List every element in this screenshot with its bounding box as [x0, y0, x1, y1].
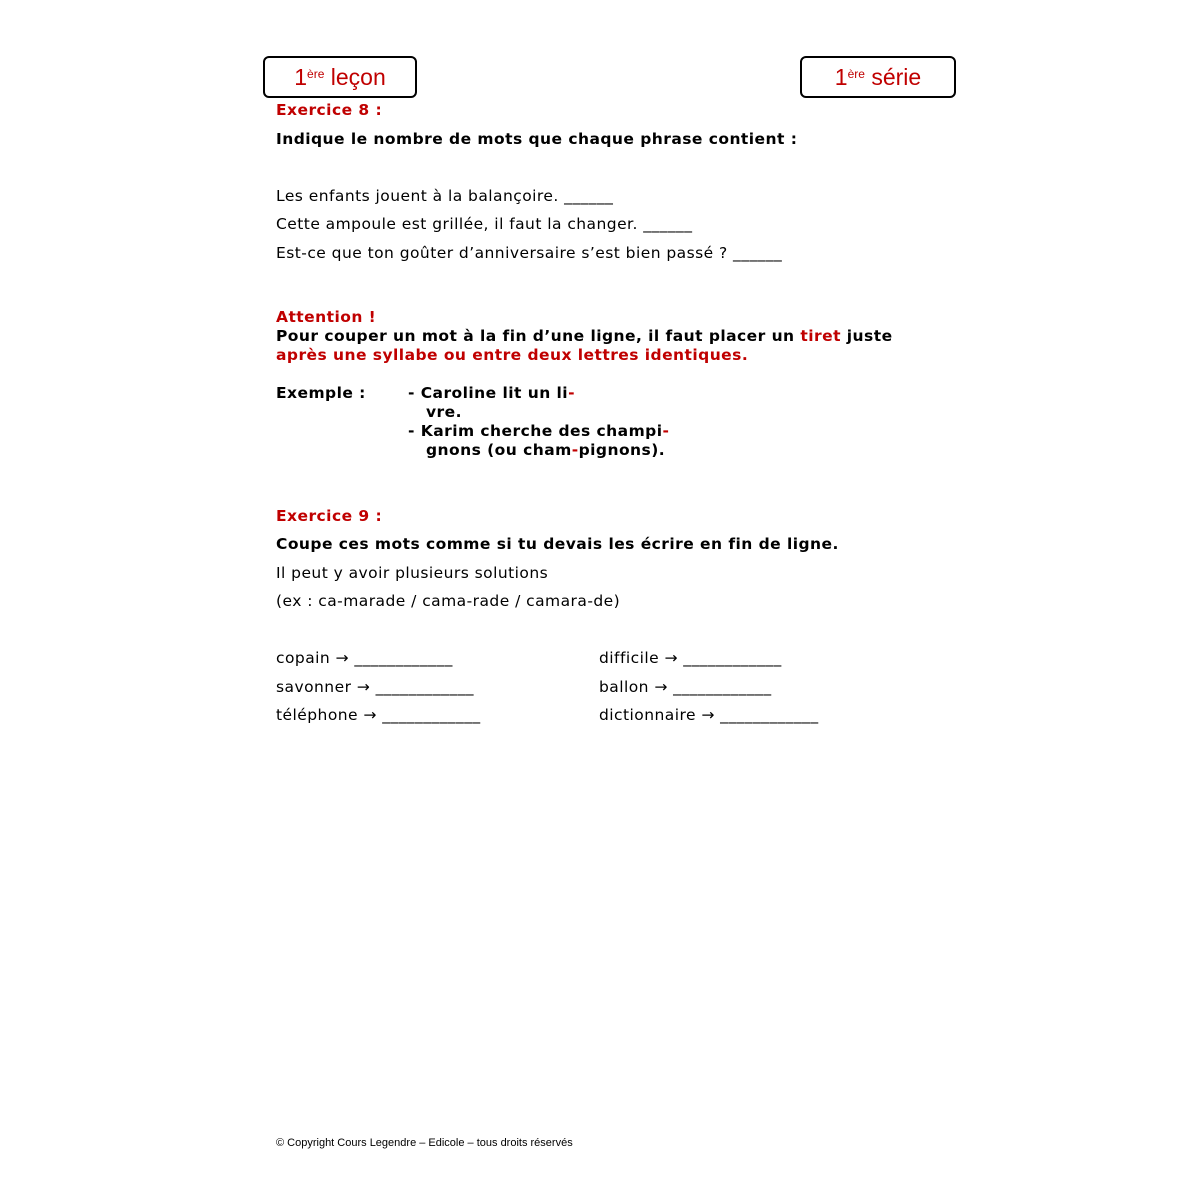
exercise-8-sentence-3: Est-ce que ton goûter d’anniversaire s’est bien passé ? ______	[276, 244, 783, 262]
example-1-line-1	[408, 384, 575, 403]
word-item: ballon → ____________	[599, 678, 772, 696]
series-number: 1	[834, 63, 848, 90]
rule-highlight-tiret: tiret	[800, 327, 841, 345]
word-item: difficile → ____________	[599, 649, 782, 667]
word-item: copain → ____________	[276, 649, 453, 667]
example-1-text: - Caroline lit un li	[408, 384, 569, 402]
exercise-9-note-1: Il peut y avoir plusieurs solutions	[276, 564, 549, 582]
copyright-footer: © Copyright Cours Legendre – Edicole – tous droits réservés	[276, 1137, 573, 1149]
lesson-badge	[263, 56, 417, 98]
series-word: série	[864, 63, 922, 90]
rule-text-end: juste	[840, 327, 893, 345]
example-2-text: - Karim cherche des champi	[408, 422, 663, 440]
exercise-9-note-2: (ex : ca-marade / cama-rade / camara-de)	[276, 592, 621, 610]
rule-text-start: Pour couper un mot à la fin d’une ligne, il faut placer un	[276, 327, 801, 345]
example-label: Exemple :	[276, 384, 366, 402]
lesson-ordinal: ère	[307, 67, 325, 81]
exercise-8-instruction: Indique le nombre de mots que chaque phrase contient :	[276, 130, 798, 148]
example-2-line-1	[408, 422, 669, 441]
word-item: dictionnaire → ____________	[599, 706, 819, 724]
exercise-8-sentence-1: Les enfants jouent à la balançoire. ______	[276, 187, 614, 205]
exercise-8-title: Exercice 8 :	[276, 101, 383, 119]
example-2-text-b: pignons).	[578, 441, 666, 459]
lesson-number: 1	[294, 63, 308, 90]
series-badge	[800, 56, 956, 98]
lesson-word: leçon	[324, 63, 386, 90]
example-2-text-a: gnons (ou cham	[426, 441, 572, 459]
example-2-line-2	[426, 441, 665, 460]
word-item: savonner → ____________	[276, 678, 474, 696]
attention-rule-line-2: après une syllabe ou entre deux lettres identiques.	[276, 346, 749, 364]
attention-title: Attention !	[276, 308, 377, 326]
exercise-8-sentence-2: Cette ampoule est grillée, il faut la changer. ______	[276, 215, 693, 233]
example-1-line-2: vre.	[426, 403, 462, 421]
attention-rule-line-1	[276, 327, 893, 346]
example-2-alt-hyphen: -	[571, 441, 579, 459]
example-2-hyphen: -	[662, 422, 670, 440]
series-ordinal: ère	[847, 67, 865, 81]
exercise-9-instruction: Coupe ces mots comme si tu devais les écrire en fin de ligne.	[276, 535, 839, 553]
exercise-9-title: Exercice 9 :	[276, 507, 383, 525]
example-1-hyphen: -	[568, 384, 575, 402]
word-item: téléphone → ____________	[276, 706, 481, 724]
